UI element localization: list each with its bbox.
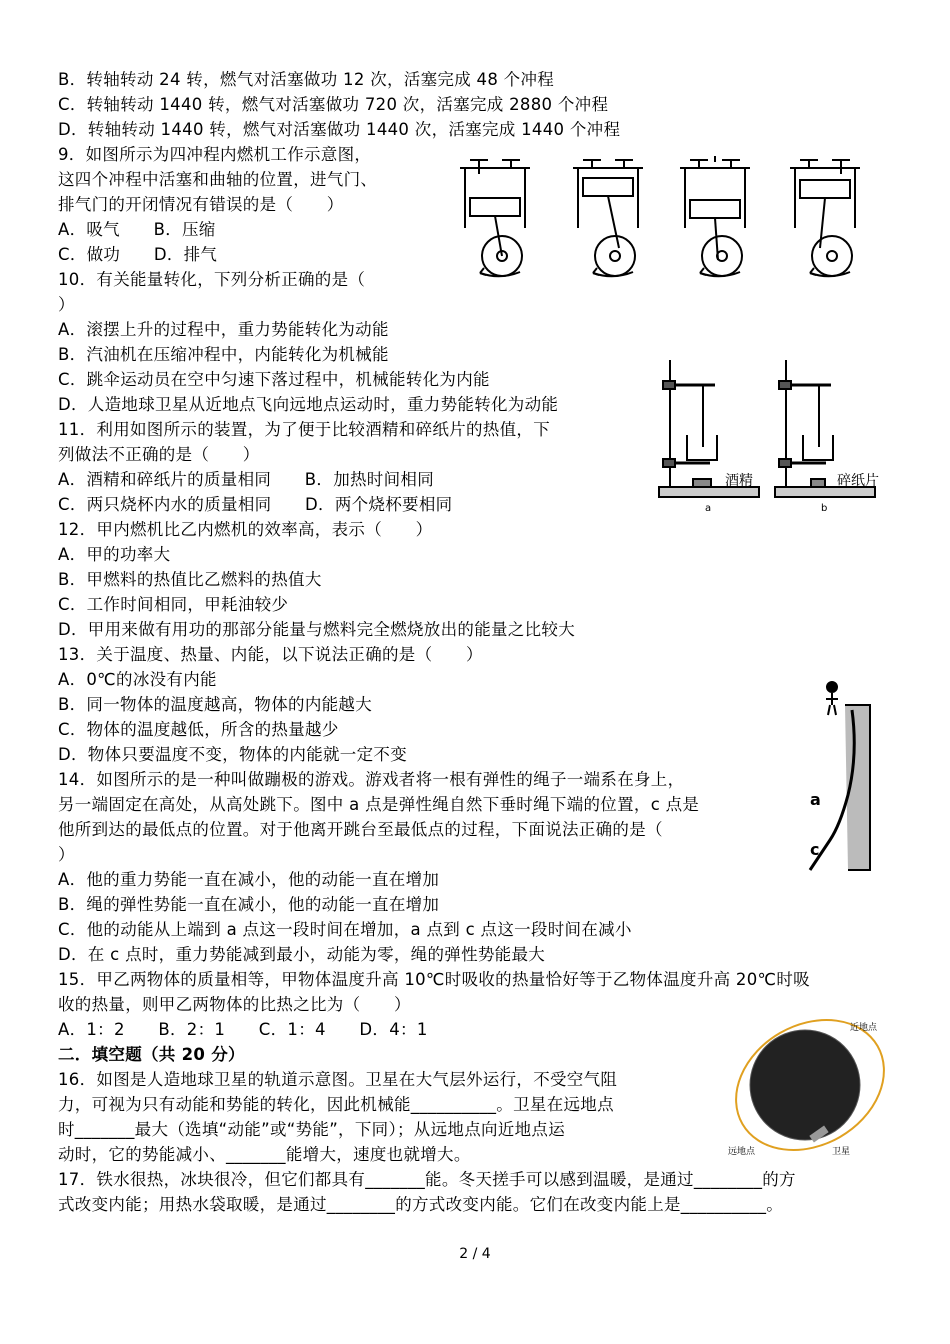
question-12: 12．甲内燃机比乙内燃机的效率高，表示（ ） bbox=[58, 520, 433, 539]
bungee-label-a: a bbox=[810, 790, 821, 809]
option-13b: B．同一物体的温度越高，物体的内能越大 bbox=[58, 695, 373, 714]
section-2-heading: 二．填空题（共 20 分） bbox=[58, 1045, 245, 1064]
question-16-line4: 动时，它的势能减小、_______能增大，速度也就增大。 bbox=[58, 1145, 471, 1164]
option-13a: A．0℃的冰没有内能 bbox=[58, 670, 217, 689]
question-13: 13．关于温度、热量、内能，以下说法正确的是（ ） bbox=[58, 645, 483, 664]
question-14-line3: 他所到达的最低点的位置。对于他离开跳台至最低点的过程，下面说法正确的是（ bbox=[58, 820, 663, 839]
orbit-label-apogee: 远地点 bbox=[728, 1147, 756, 1157]
options-9-cd: C．做功 D．排气 bbox=[58, 245, 218, 264]
page-number: 2 / 4 bbox=[459, 1246, 491, 1262]
options-11-ab: A．酒精和碎纸片的质量相同 B．加热时间相同 bbox=[58, 470, 435, 489]
option-10d: D．人造地球卫星从近地点飞向远地点运动时，重力势能转化为动能 bbox=[58, 395, 559, 414]
option-14c: C．他的动能从上端到 a 点这一段时间在增加，a 点到 c 点这一段时间在减小 bbox=[58, 920, 632, 939]
question-17-line2: 式改变内能；用热水袋取暖，是通过________的方式改变内能。它们在改变内能上是__________。 bbox=[58, 1195, 784, 1214]
option-10a: A．滚摆上升的过程中，重力势能转化为动能 bbox=[58, 320, 389, 339]
option-12d: D．甲用来做有用功的那部分能量与燃料完全燃烧放出的能量之比较大 bbox=[58, 620, 576, 639]
option-13c: C．物体的温度越低，所含的热量越少 bbox=[58, 720, 339, 739]
satellite-orbit-figure bbox=[720, 1010, 900, 1165]
options-15: A．1：2 B．2：1 C．1：4 D．4：1 bbox=[58, 1020, 428, 1039]
option-12b: B．甲燃料的热值比乙燃料的热值大 bbox=[58, 570, 322, 589]
fuel-heating-figure bbox=[655, 355, 890, 515]
question-16-line1: 16．如图是人造地球卫星的轨道示意图。卫星在大气层外运行，不受空气阻 bbox=[58, 1070, 618, 1089]
options-11-cd: C．两只烧杯内水的质量相同 D．两个烧杯要相同 bbox=[58, 495, 453, 514]
question-14-line1: 14．如图所示的是一种叫做蹦极的游戏。游戏者将一根有弹性的绳子一端系在身上， bbox=[58, 770, 685, 789]
orbit-label-satellite: 卫星 bbox=[832, 1147, 851, 1157]
option-10c: C．跳伞运动员在空中匀速下落过程中，机械能转化为内能 bbox=[58, 370, 490, 389]
question-11-line1: 11．利用如图所示的装置，为了便于比较酒精和碎纸片的热值，下 bbox=[58, 420, 550, 439]
option-12c: C．工作时间相同，甲耗油较少 bbox=[58, 595, 289, 614]
question-14-line4: ） bbox=[58, 845, 75, 864]
option-14a: A．他的重力势能一直在减小，他的动能一直在增加 bbox=[58, 870, 440, 889]
option-8b: B．转轴转动 24 转，燃气对活塞做功 12 次，活塞完成 48 个冲程 bbox=[58, 70, 555, 89]
option-13d: D．物体只要温度不变，物体的内能就一定不变 bbox=[58, 745, 408, 764]
option-14b: B．绳的弹性势能一直在减小，他的动能一直在增加 bbox=[58, 895, 440, 914]
question-14-line2: 另一端固定在高处，从高处跳下。图中 a 点是弹性绳自然下垂时绳下端的位置，c 点是 bbox=[58, 795, 700, 814]
question-15-line2: 收的热量，则甲乙两物体的比热之比为（ ） bbox=[58, 995, 411, 1014]
question-15-line1: 15．甲乙两物体的质量相等，甲物体温度升高 10℃时吸收的热量恰好等于乙物体温度升高 20℃时吸 bbox=[58, 970, 810, 989]
question-11-line2: 列做法不正确的是（ ） bbox=[58, 445, 260, 464]
engine-strokes-figure bbox=[455, 148, 875, 283]
option-14d: D．在 c 点时，重力势能减到最小，动能为零，绳的弹性势能最大 bbox=[58, 945, 546, 964]
option-8c: C．转轴转动 1440 转，燃气对活塞做功 720 次，活塞完成 2880 个冲程 bbox=[58, 95, 609, 114]
option-8d: D．转轴转动 1440 转，燃气对活塞做功 1440 次，活塞完成 1440 个冲程 bbox=[58, 120, 621, 139]
stand-label-a: a bbox=[705, 503, 712, 514]
option-12a: A．甲的功率大 bbox=[58, 545, 171, 564]
option-10b: B．汽油机在压缩冲程中，内能转化为机械能 bbox=[58, 345, 389, 364]
bungee-figure bbox=[800, 675, 875, 875]
question-9-line3: 排气门的开闭情况有错误的是（ ） bbox=[58, 195, 344, 214]
question-10-line2: ） bbox=[58, 295, 75, 314]
question-10-line1: 10．有关能量转化，下列分析正确的是（ bbox=[58, 270, 366, 289]
question-9-line2: 这四个冲程中活塞和曲轴的位置，进气门、 bbox=[58, 170, 378, 189]
fuel-label-alcohol: 酒精 bbox=[725, 473, 753, 489]
options-9-ab: A．吸气 B．压缩 bbox=[58, 220, 216, 239]
question-9-line1: 9．如图所示为四冲程内燃机工作示意图， bbox=[58, 145, 372, 164]
question-16-line2: 力，可视为只有动能和势能的转化，因此机械能__________。卫星在远地点 bbox=[58, 1095, 614, 1114]
bungee-label-c: c bbox=[810, 840, 820, 859]
question-16-line3: 时_______最大（选填“动能”或“势能”，下同）；从远地点向近地点运 bbox=[58, 1120, 565, 1139]
stand-label-b: b bbox=[821, 503, 828, 514]
orbit-label-perigee: 近地点 bbox=[850, 1023, 878, 1033]
fuel-label-paper: 碎纸片 bbox=[837, 473, 879, 489]
question-17-line1: 17．铁水很热，冰块很冷，但它们都具有_______能。冬天搓手可以感到温暖，是通过________的方 bbox=[58, 1170, 796, 1189]
